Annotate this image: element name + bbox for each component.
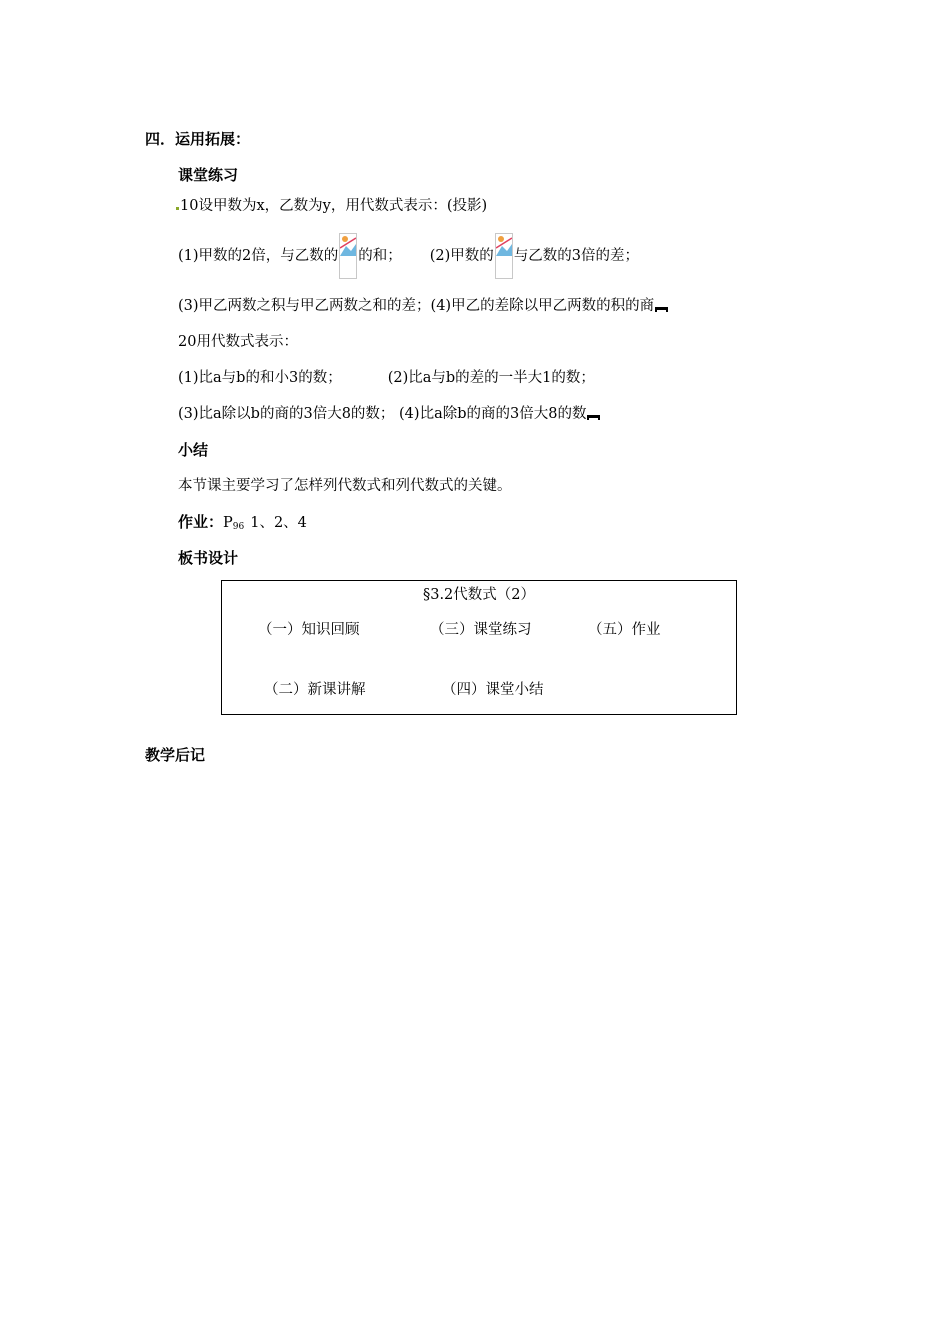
q1-line1-part4: 与乙数的3倍的差； — [513, 248, 640, 264]
q2-line1-b: (2)比a与b的差的一半大1的数； — [387, 370, 595, 386]
board-title: §3.2代数式（2） — [422, 587, 536, 603]
q2-intro: 20用代数式表示： — [178, 334, 298, 350]
board-item-review: （一）知识回顾 — [258, 622, 360, 638]
board-design-box — [221, 580, 737, 715]
board-item-summary: （四）课堂小结 — [442, 682, 544, 698]
afterword-heading: 教学后记 — [145, 746, 206, 764]
homework-page-number: 96 — [232, 522, 245, 532]
q2-line2-text: (3)比a除以b的商的3倍大8的数； (4)比a除b的商的3倍大8的数 — [178, 406, 587, 422]
board-item-new-lesson: （二）新课讲解 — [264, 682, 366, 698]
board-item-homework: （五）作业 — [588, 622, 661, 638]
q1-intro-line — [176, 196, 487, 216]
q1-line1-part2: 的和； — [358, 248, 402, 264]
green-square-marker-icon — [176, 207, 179, 210]
broken-image-icon — [495, 233, 513, 279]
section-title: 四．运用拓展： — [145, 130, 251, 148]
board-item-practice: （三）课堂练习 — [430, 622, 532, 638]
board-heading: 板书设计 — [178, 549, 239, 567]
q1-intro-text: 10设甲数为x，乙数为y，用代数式表示：(投影) — [180, 198, 488, 214]
q1-line1 — [178, 233, 639, 279]
q1-line2-text: (3)甲乙两数之积与甲乙两数之和的差；(4)甲乙的差除以甲乙两数的积的商 — [178, 298, 655, 314]
homework-label: 作业： — [178, 513, 224, 531]
q1-line2 — [178, 296, 668, 316]
q2-line1 — [178, 368, 595, 388]
bracket-mark-icon — [587, 415, 600, 420]
q1-line1-part1: (1)甲数的2倍，与乙数的 — [178, 248, 339, 264]
homework-items: 1、2、4 — [250, 515, 307, 531]
q1-line1-part3: (2)甲数的 — [429, 248, 494, 264]
q2-line1-a: (1)比a与b的和小3的数； — [178, 370, 342, 386]
summary-text: 本节课主要学习了怎样列代数式和列代数式的关键。 — [178, 478, 512, 494]
homework-line — [178, 512, 307, 537]
summary-heading: 小结 — [178, 441, 209, 459]
q2-line2 — [178, 404, 600, 424]
homework-page-prefix: P — [223, 515, 233, 531]
practice-heading: 课堂练习 — [178, 166, 239, 184]
broken-image-icon — [339, 233, 357, 279]
bracket-mark-icon — [655, 307, 668, 312]
